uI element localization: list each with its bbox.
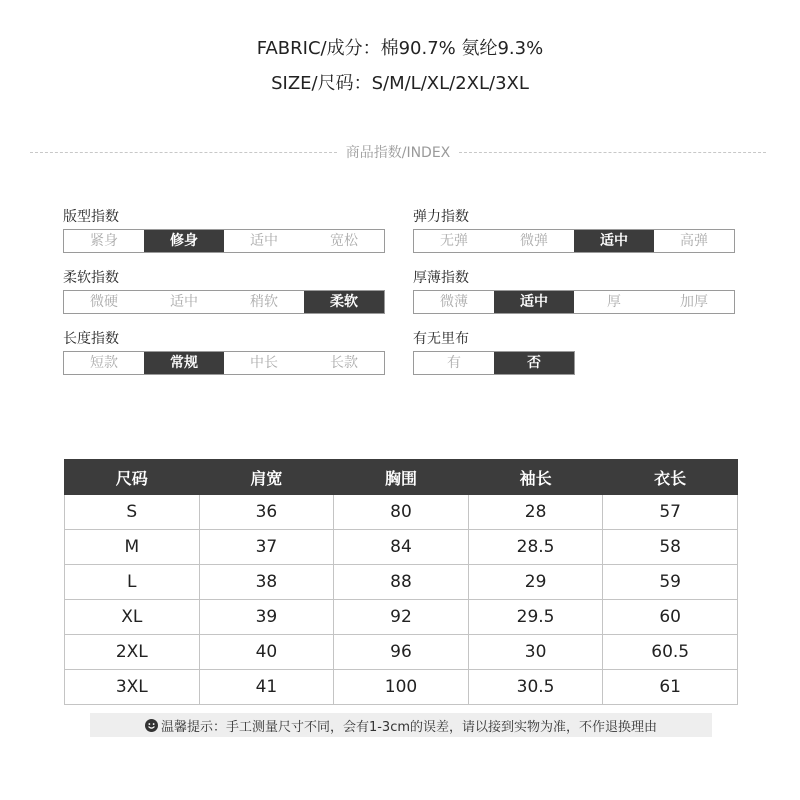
index-option: 厚 xyxy=(607,294,621,310)
table-cell: M xyxy=(65,530,200,565)
index-option: 微薄 xyxy=(440,294,468,310)
table-cell: 58 xyxy=(603,530,738,565)
table-cell: 57 xyxy=(603,495,738,530)
index-label: 版型指数 xyxy=(63,209,119,225)
index-options xyxy=(413,229,735,253)
table-cell: 84 xyxy=(334,530,469,565)
index-option: 高弹 xyxy=(680,233,708,249)
table-row xyxy=(65,495,738,530)
table-cell: XL xyxy=(65,600,200,635)
index-options xyxy=(63,351,385,375)
header-cell: 肩宽 xyxy=(199,460,334,495)
table-cell: 59 xyxy=(603,565,738,600)
table-cell: 3XL xyxy=(65,670,200,705)
table-cell: 80 xyxy=(334,495,469,530)
index-options xyxy=(413,351,575,375)
index-elastic xyxy=(413,208,735,253)
table-cell: 41 xyxy=(199,670,334,705)
index-label: 柔软指数 xyxy=(63,270,119,286)
table-cell: 28 xyxy=(468,495,603,530)
index-label: 有无里布 xyxy=(413,331,469,347)
table-cell: 60 xyxy=(603,600,738,635)
index-option: 长款 xyxy=(330,355,358,371)
size-table xyxy=(64,459,738,705)
header-cell: 尺码 xyxy=(65,460,200,495)
table-cell: 29.5 xyxy=(468,600,603,635)
index-title: 商品指数/INDEX xyxy=(345,145,451,161)
index-options xyxy=(63,290,385,314)
table-cell: 39 xyxy=(199,600,334,635)
table-cell: 30 xyxy=(468,635,603,670)
index-label: 长度指数 xyxy=(63,331,119,347)
index-options xyxy=(63,229,385,253)
index-label: 弹力指数 xyxy=(413,209,469,225)
index-option: 无弹 xyxy=(440,233,468,249)
divider-dash-left xyxy=(30,152,337,153)
table-cell: 61 xyxy=(603,670,738,705)
table-cell: 36 xyxy=(199,495,334,530)
care-note-text: 温馨提示：手工测量尺寸不同，会有1-3cm的误差，请以接到实物为准，不作退换理由 xyxy=(160,719,658,735)
header-cell: 衣长 xyxy=(603,460,738,495)
table-cell: 40 xyxy=(199,635,334,670)
size-line: SIZE/尺码：S/M/L/XL/2XL/3XL xyxy=(271,73,529,94)
table-cell: 38 xyxy=(199,565,334,600)
table-row xyxy=(65,635,738,670)
table-cell: 88 xyxy=(334,565,469,600)
index-option: 短款 xyxy=(90,355,118,371)
table-cell: 30.5 xyxy=(468,670,603,705)
index-lining xyxy=(413,330,575,375)
table-cell: L xyxy=(65,565,200,600)
table-row xyxy=(65,530,738,565)
index-option: 否 xyxy=(494,352,574,374)
table-cell: 96 xyxy=(334,635,469,670)
index-option: 柔软 xyxy=(304,291,384,313)
index-length xyxy=(63,330,385,375)
index-label: 厚薄指数 xyxy=(413,270,469,286)
index-softness xyxy=(63,269,385,314)
index-option: 微弹 xyxy=(520,233,548,249)
table-cell: 2XL xyxy=(65,635,200,670)
table-cell: 29 xyxy=(468,565,603,600)
index-options xyxy=(413,290,735,314)
index-fit xyxy=(63,208,385,253)
index-option: 常规 xyxy=(144,352,224,374)
table-header-row xyxy=(65,460,738,495)
index-divider xyxy=(30,142,766,162)
fabric-line: FABRIC/成分：棉90.7% 氨纶9.3% xyxy=(256,38,544,59)
index-option: 修身 xyxy=(144,230,224,252)
index-option: 适中 xyxy=(574,230,654,252)
index-option: 中长 xyxy=(250,355,278,371)
smiley-icon xyxy=(145,719,158,732)
table-cell: 60.5 xyxy=(603,635,738,670)
divider-dash-right xyxy=(459,152,766,153)
table-row xyxy=(65,565,738,600)
table-cell: 37 xyxy=(199,530,334,565)
index-option: 适中 xyxy=(494,291,574,313)
index-thickness xyxy=(413,269,735,314)
index-option: 宽松 xyxy=(330,233,358,249)
care-note xyxy=(90,713,712,737)
table-cell: 28.5 xyxy=(468,530,603,565)
index-option: 紧身 xyxy=(90,233,118,249)
index-option: 微硬 xyxy=(90,294,118,310)
table-cell: 100 xyxy=(334,670,469,705)
header-cell: 袖长 xyxy=(468,460,603,495)
index-option: 适中 xyxy=(170,294,198,310)
table-cell: S xyxy=(65,495,200,530)
index-option: 稍软 xyxy=(250,294,278,310)
index-option: 适中 xyxy=(250,233,278,249)
header-cell: 胸围 xyxy=(334,460,469,495)
table-row xyxy=(65,670,738,705)
index-option: 有 xyxy=(447,355,461,371)
table-cell: 92 xyxy=(334,600,469,635)
table-row xyxy=(65,600,738,635)
index-option: 加厚 xyxy=(680,294,708,310)
